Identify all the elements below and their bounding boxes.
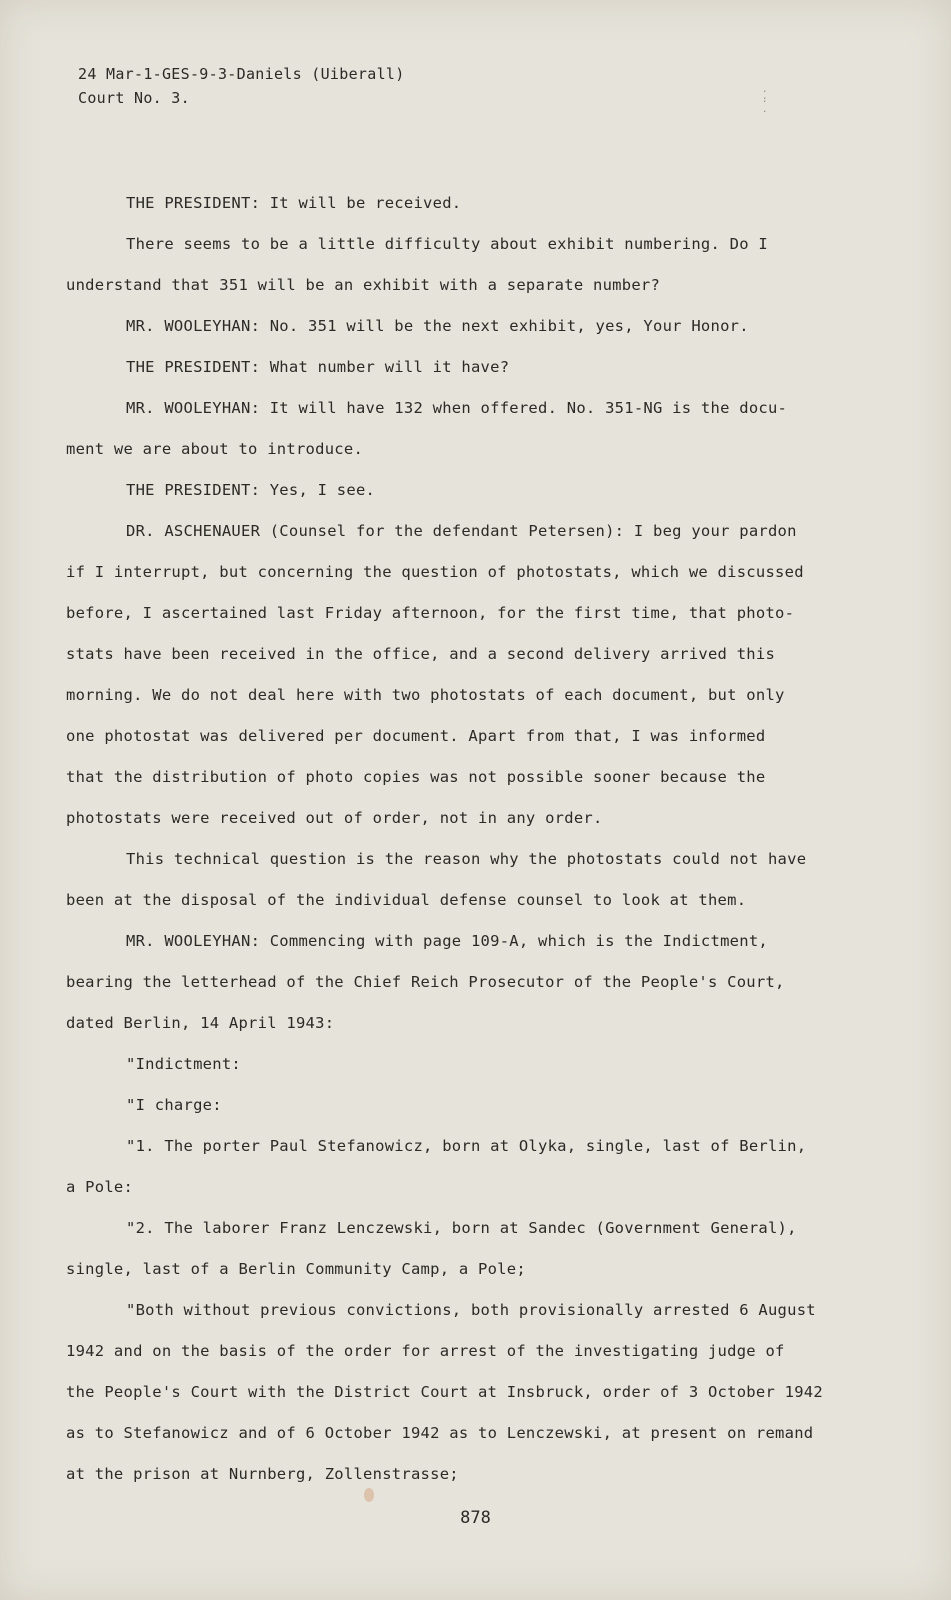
header-court: Court No. 3. bbox=[78, 89, 190, 107]
header-reference: 24 Mar-1-GES-9-3-Daniels (Uiberall) bbox=[78, 65, 405, 83]
transcript-line: understand that 351 will be an exhibit with a separate number? bbox=[66, 276, 661, 294]
transcript-line: This technical question is the reason why the photostats could not have bbox=[126, 850, 807, 868]
page-number: 878 bbox=[460, 1508, 491, 1528]
transcript-line: "2. The laborer Franz Lenczewski, born at Sandec (Government General), bbox=[126, 1219, 797, 1237]
transcript-line: MR. WOOLEYHAN: No. 351 will be the next exhibit, yes, Your Honor. bbox=[126, 317, 749, 335]
transcript-line: as to Stefanowicz and of 6 October 1942 as to Lenczewski, at present on remand bbox=[66, 1424, 814, 1442]
transcript-line: There seems to be a little difficulty about exhibit numbering. Do I bbox=[126, 235, 768, 253]
transcript-line: MR. WOOLEYHAN: It will have 132 when offered. No. 351-NG is the docu- bbox=[126, 399, 788, 417]
transcript-line: been at the disposal of the individual defense counsel to look at them. bbox=[66, 891, 747, 909]
ink-smudge bbox=[364, 1488, 374, 1502]
transcript-line: ment we are about to introduce. bbox=[66, 440, 364, 458]
transcript-line: "1. The porter Paul Stefanowicz, born at Olyka, single, last of Berlin, bbox=[126, 1137, 807, 1155]
transcript-line: "Indictment: bbox=[126, 1055, 241, 1073]
transcript-body bbox=[66, 183, 856, 1495]
transcript-line: single, last of a Berlin Community Camp, a Pole; bbox=[66, 1260, 526, 1278]
transcript-line: before, I ascertained last Friday afternoon, for the first time, that photo- bbox=[66, 604, 795, 622]
transcript-line: one photostat was delivered per document. Apart from that, I was informed bbox=[66, 727, 766, 745]
transcript-line: DR. ASCHENAUER (Counsel for the defendant Petersen): I beg your pardon bbox=[126, 522, 797, 540]
transcript-line: morning. We do not deal here with two photostats of each document, but only bbox=[66, 686, 785, 704]
transcript-line: that the distribution of photo copies was not possible sooner because the bbox=[66, 768, 766, 786]
paper-specks: . : . bbox=[762, 85, 772, 115]
transcript-line: 1942 and on the basis of the order for arrest of the investigating judge of bbox=[66, 1342, 785, 1360]
transcript-line: a Pole: bbox=[66, 1178, 134, 1196]
transcript-line: "Both without previous convictions, both provisionally arrested 6 August bbox=[126, 1301, 816, 1319]
transcript-line: THE PRESIDENT: It will be received. bbox=[126, 194, 462, 212]
transcript-line: THE PRESIDENT: What number will it have? bbox=[126, 358, 510, 376]
transcript-line: at the prison at Nurnberg, Zollenstrasse; bbox=[66, 1465, 459, 1483]
transcript-line: "I charge: bbox=[126, 1096, 222, 1114]
transcript-line: MR. WOOLEYHAN: Commencing with page 109-A, which is the Indictment, bbox=[126, 932, 768, 950]
transcript-line: if I interrupt, but concerning the question of photostats, which we discussed bbox=[66, 563, 804, 581]
transcript-line: THE PRESIDENT: Yes, I see. bbox=[126, 481, 376, 499]
transcript-line: dated Berlin, 14 April 1943: bbox=[66, 1014, 335, 1032]
transcript-line: the People's Court with the District Court at Insbruck, order of 3 October 1942 bbox=[66, 1383, 823, 1401]
transcript-line: stats have been received in the office, and a second delivery arrived this bbox=[66, 645, 776, 663]
transcript-line: photostats were received out of order, not in any order. bbox=[66, 809, 603, 827]
document-header bbox=[78, 62, 405, 110]
transcript-line: bearing the letterhead of the Chief Reich Prosecutor of the People's Court, bbox=[66, 973, 785, 991]
